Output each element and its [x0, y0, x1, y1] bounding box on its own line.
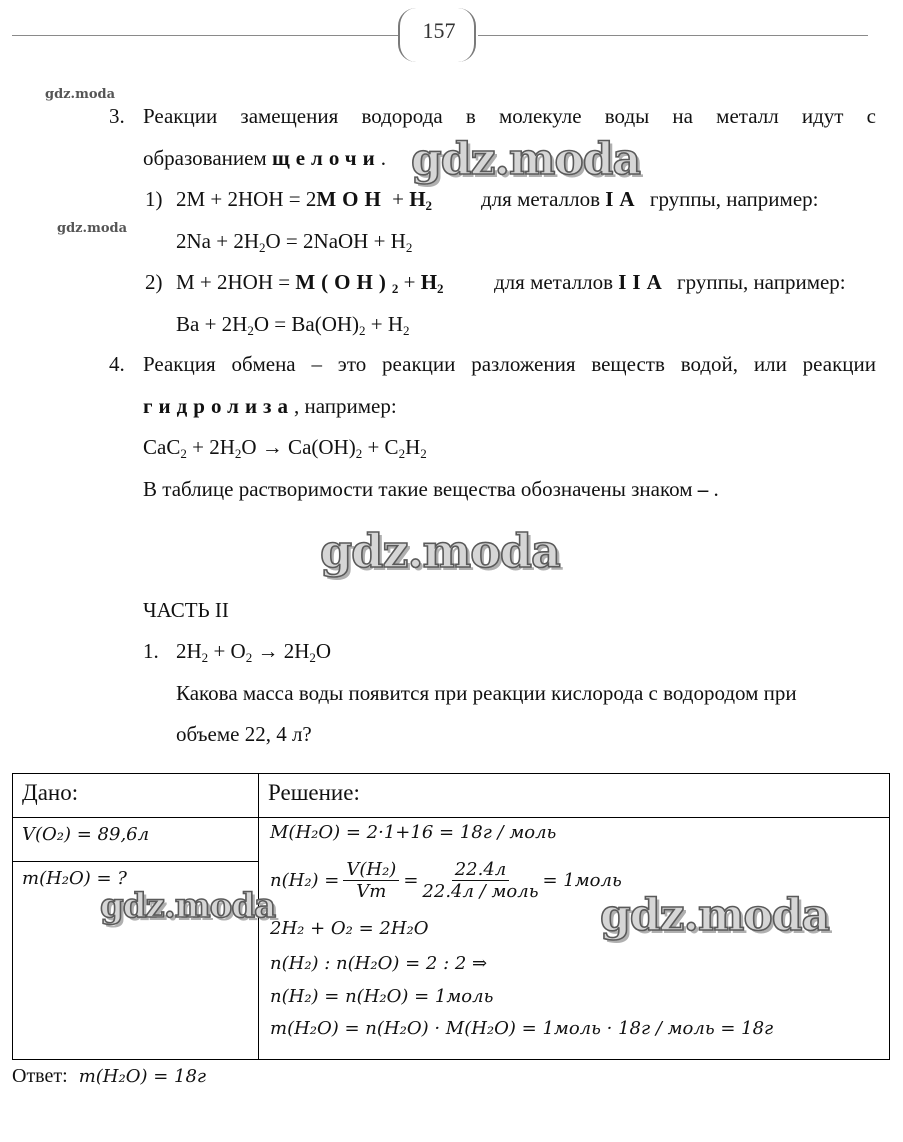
- sol2-fraction-2: [422, 861, 538, 901]
- part2-question-line2: объеме 22, 4 л?: [176, 722, 312, 746]
- part2-eq-sub: 2: [201, 649, 209, 665]
- item4-term-hydrolysis: гидролиза: [143, 394, 294, 418]
- sol2-right: = 1моль: [542, 870, 622, 891]
- sub1-eq-pre: 2M + 2HOH = 2: [176, 187, 317, 211]
- table-border-top: [12, 773, 890, 774]
- sub2-eq-product-sub: 2: [391, 280, 399, 296]
- item4-line1: [143, 354, 876, 375]
- sub2-text-pre: для металлов: [494, 270, 613, 294]
- sol2-equals: =: [403, 870, 419, 891]
- solution-reaction: 2H₂ + O₂ = 2H₂O: [270, 918, 429, 939]
- sub1-ex-b: O = 2NaOH + H: [265, 229, 406, 253]
- item3-sub1-number: 1): [145, 187, 163, 211]
- item3-sub2-number: 2): [145, 270, 163, 294]
- item4-eq-part: CaC: [143, 435, 181, 459]
- sub2-ex-b: O = Ba(OH): [253, 312, 360, 336]
- item4-line2: [143, 396, 397, 417]
- sub2-eq-pre: M + 2HOH =: [176, 270, 296, 294]
- item4-line2-post: , например:: [293, 394, 397, 418]
- table-header-solution: Решение:: [268, 780, 360, 805]
- sol2-numerator-2: 22.4л: [452, 861, 510, 881]
- item4-eq-part: + 2H: [186, 435, 235, 459]
- item4-eq-part: O → Ca(OH): [241, 435, 356, 459]
- item3-line2-post: .: [380, 146, 386, 170]
- part2-task-number: 1.: [143, 639, 159, 663]
- sol2-denominator-2: 22.4л / моль: [422, 881, 539, 902]
- item4-eq-part: H: [405, 435, 421, 459]
- sub2-eq-h-sub: 2: [437, 280, 444, 296]
- part2-heading: ЧАСТЬ II: [143, 598, 229, 622]
- item4-note-sign: –: [697, 477, 709, 501]
- answer-line: [12, 1066, 206, 1086]
- item4-note-pre: В таблице растворимости такие вещества обозначены знаком: [143, 477, 693, 501]
- sub1-text-post: группы, например:: [649, 187, 819, 211]
- solution-mole-ratio: n(H₂) : n(H₂O) = 2 : 2 ⇒: [270, 953, 488, 974]
- sub1-eq-product: MOH: [316, 187, 387, 211]
- part2-eq-sub: 2: [245, 649, 253, 665]
- sub2-text-post: группы, например:: [677, 270, 846, 294]
- item3-term-alkali: щелочи: [271, 146, 381, 170]
- item3-number: 3.: [109, 104, 125, 128]
- item3-sub1-equation: [176, 187, 433, 213]
- sub2-eq-plus: +: [398, 270, 421, 294]
- part2-eq-part: → 2H: [252, 639, 310, 663]
- given-unknown-mass: m(H₂O) = ?: [22, 868, 127, 889]
- item3-sub1-example: [176, 229, 413, 255]
- sub2-ex-a: Ba + 2H: [176, 312, 248, 336]
- sub2-eq-product: M(OH): [295, 270, 392, 294]
- part2-eq-part: + O: [208, 639, 246, 663]
- solution-moles-formula: [270, 856, 622, 906]
- item4-eq-sub: 2: [355, 445, 363, 461]
- solution-mass-result: m(H₂O) = n(H₂O) · M(H₂O) = 1моль · 18г / моль = 18г: [270, 1018, 774, 1039]
- sub2-ex-c: + H: [365, 312, 404, 336]
- part2-eq-part: O: [315, 639, 332, 663]
- item3-sub2-equation: [176, 270, 444, 296]
- solution-moles-equal: n(H₂) = n(H₂O) = 1моль: [270, 986, 494, 1007]
- item4-line1-text: Реакция обмена – это реакции разложения веществ водой, или реакции: [143, 352, 876, 376]
- header-rule-left: [12, 35, 398, 36]
- item3-sub2-example: [176, 312, 410, 338]
- table-border-bottom: [12, 1059, 890, 1060]
- table-header-rule: [12, 817, 890, 818]
- watermark-small-left: gdz.moda: [57, 221, 128, 236]
- item4-equation: [143, 435, 427, 461]
- sol2-numerator-1: V(H₂): [343, 861, 399, 881]
- item4-eq-part: + C: [362, 435, 399, 459]
- item4-eq-sub: 2: [234, 445, 242, 461]
- item3-line1: [143, 106, 876, 127]
- part2-equation: [176, 639, 332, 665]
- header-rule-right: [478, 35, 868, 36]
- item4-eq-sub: 2: [180, 445, 187, 461]
- part2-eq-part: 2H: [176, 639, 202, 663]
- sub1-text-pre: для металлов: [481, 187, 600, 211]
- page-number: 157: [422, 18, 456, 43]
- sub1-ex-a: 2Na + 2H: [176, 229, 259, 253]
- watermark-big-4: gdz.moda: [600, 890, 830, 941]
- sub2-ex-a-sub: 2: [247, 322, 254, 338]
- item4-note: [143, 479, 719, 500]
- part2-eq-sub: 2: [309, 649, 316, 665]
- item4-eq-sub: 2: [398, 445, 406, 461]
- sub2-ex-c-sub: 2: [403, 322, 410, 338]
- sol2-fraction-1: [343, 861, 399, 901]
- sub1-ex-a-sub: 2: [259, 239, 266, 255]
- answer-value: m(H₂O) = 18г: [78, 1066, 206, 1087]
- sub1-ex-b-sub: 2: [405, 239, 413, 255]
- sol2-denominator-1: Vm: [356, 881, 387, 902]
- watermark-big-2: gdz.moda: [320, 524, 560, 578]
- item4-eq-sub: 2: [420, 445, 427, 461]
- sub1-eq-h: H: [409, 187, 426, 211]
- item3-line2-pre: образованием: [143, 146, 267, 170]
- watermark-big-1: gdz.moda: [411, 134, 641, 185]
- answer-label: Ответ:: [12, 1065, 68, 1087]
- table-header-given: Дано:: [22, 780, 79, 805]
- given-volume: V(O₂) = 89,6л: [22, 824, 150, 845]
- solution-molar-mass: M(H₂O) = 2·1+16 = 18г / моль: [270, 822, 557, 843]
- item3-line2: [143, 148, 386, 169]
- sub1-group: IA: [605, 187, 641, 211]
- item4-number: 4.: [109, 352, 125, 376]
- sub2-group: IIA: [618, 270, 668, 294]
- item4-note-post: .: [713, 477, 719, 501]
- sub2-eq-h: H: [420, 270, 438, 294]
- sub2-ex-b-sub: 2: [359, 322, 366, 338]
- sub1-eq-plus: +: [386, 187, 410, 211]
- table-given-rule: [12, 861, 259, 862]
- watermark-small-top: gdz.moda: [45, 87, 116, 102]
- item3-sub2-text: [494, 272, 846, 293]
- item3-sub1-text: [481, 189, 818, 210]
- item3-line1-text: Реакции замещения водорода в молекуле воды на металл идут с: [143, 104, 876, 128]
- part2-question-line1: Какова масса воды появится при реакции кислорода с водородом при: [176, 681, 797, 705]
- sub1-eq-h-sub: 2: [425, 197, 433, 213]
- sol2-left: n(H₂) =: [270, 870, 340, 891]
- watermark-big-3: gdz.moda: [100, 886, 276, 926]
